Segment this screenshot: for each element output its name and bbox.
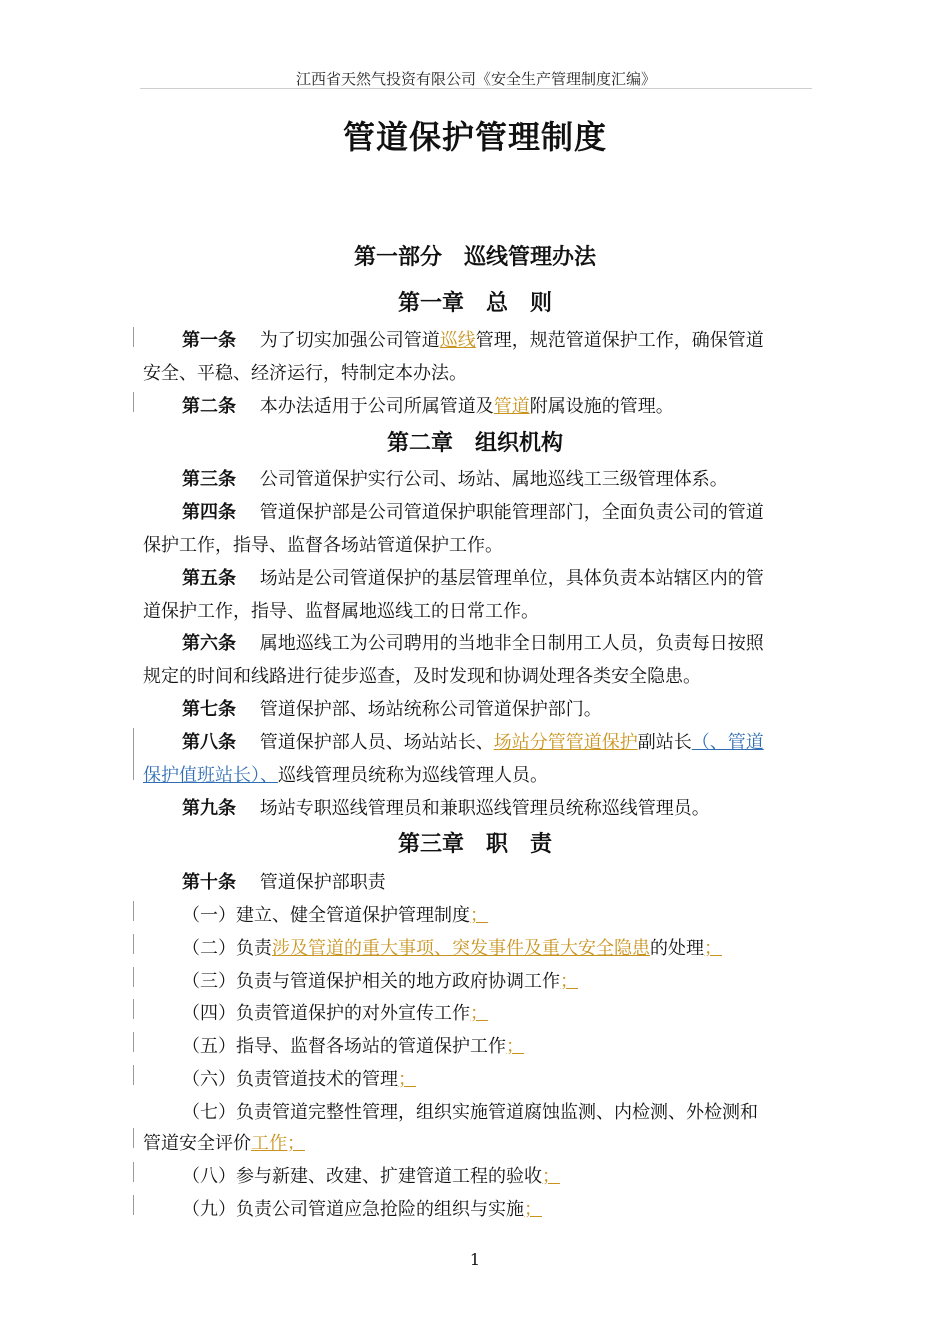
- list-item: [182, 999, 488, 1025]
- article-label: 第九条: [182, 798, 236, 819]
- article-label: 第四条: [182, 502, 236, 523]
- article-text: 副站长: [637, 732, 692, 753]
- article-text: 管道保护部是公司管道保护职能管理部门，全面负责公司的管道: [259, 502, 764, 523]
- article-9-line-1: [182, 794, 710, 820]
- revision-bar: [133, 934, 134, 954]
- revision-bar: [133, 967, 134, 987]
- article-text: 公司管道保护实行公司、场站、属地巡线工三级管理体系。: [259, 469, 728, 490]
- tracked-insertion: ；: [398, 1069, 416, 1090]
- article-8-line-1: [182, 728, 764, 754]
- revision-bar: [133, 1162, 134, 1182]
- item-text: （二）负责: [182, 938, 272, 959]
- list-item: [182, 1032, 524, 1058]
- list-item: [182, 901, 488, 927]
- article-text: 场站是公司管道保护的基层管理单位，具体负责本站辖区内的管: [259, 568, 764, 589]
- item-text: （三）负责与管道保护相关的地方政府协调工作: [182, 971, 560, 992]
- header-rule: [140, 88, 812, 89]
- chapter-3-heading: 第三章 职 责: [397, 831, 552, 857]
- article-label: 第六条: [182, 633, 236, 654]
- article-1-line-1: [182, 326, 764, 352]
- revision-bar: [133, 728, 134, 780]
- tracked-insertion: ；: [560, 971, 578, 992]
- article-text: 附属设施的管理。: [529, 396, 674, 417]
- article-6-line-2: 规定的时间和线路进行徒步巡查，及时发现和协调处理各类安全隐患。: [143, 666, 701, 687]
- list-item: [182, 1162, 560, 1188]
- item-text: （八）参与新建、改建、扩建管道工程的验收: [182, 1166, 542, 1187]
- article-7-line-1: [182, 695, 602, 721]
- article-text: 管道保护部人员、场站站长、: [259, 732, 494, 753]
- tracked-insertion: ；: [506, 1036, 524, 1057]
- item-text: （九）负责公司管道应急抢险的组织与实施: [182, 1199, 524, 1220]
- article-10-line-1: [182, 868, 386, 894]
- article-text: 为了切实加强公司管道: [259, 330, 440, 351]
- article-6-line-1: [182, 629, 764, 655]
- article-8-line-2: [143, 761, 548, 787]
- revision-bar: [133, 1195, 134, 1215]
- article-label: 第十条: [182, 872, 236, 893]
- tracked-insertion: （、管道: [691, 732, 764, 753]
- article-text: 场站专职巡线管理员和兼职巡线管理员统称巡线管理员。: [259, 798, 710, 819]
- tracked-insertion: ；: [704, 938, 722, 959]
- tracked-insertion: ；: [542, 1166, 560, 1187]
- tracked-insertion: ；: [524, 1199, 542, 1220]
- tracked-insertion: 涉及管道的重大事项、突发事件及重大安全隐患: [272, 938, 650, 959]
- article-5-line-1: [182, 564, 764, 590]
- tracked-insertion: 巡线: [439, 330, 476, 351]
- article-2-line-1: [182, 392, 674, 418]
- list-item: [182, 1065, 416, 1091]
- list-item: [182, 967, 578, 993]
- article-text: 本办法适用于公司所属管道及: [259, 396, 494, 417]
- part-title: 第一部分 巡线管理办法: [353, 244, 596, 270]
- tracked-insertion: 保护值班站长）、: [143, 765, 278, 786]
- article-3-line-1: [182, 465, 728, 491]
- revision-bar: [133, 901, 134, 921]
- article-label: 第三条: [182, 469, 236, 490]
- article-label: 第一条: [182, 330, 236, 351]
- item-text: （一）建立、健全管道保护管理制度: [182, 905, 470, 926]
- revision-bar: [133, 392, 134, 412]
- item-text: 管道安全评价: [143, 1133, 251, 1154]
- item-text: （四）负责管道保护的对外宣传工作: [182, 1003, 470, 1024]
- list-item-continuation: [143, 1129, 305, 1155]
- list-item: [182, 934, 722, 960]
- list-item: [182, 1195, 542, 1221]
- tracked-insertion: ；: [470, 1003, 488, 1024]
- item-text: 的处理: [650, 938, 704, 959]
- article-text: 管道保护部、场站统称公司管道保护部门。: [259, 699, 602, 720]
- article-text: 管理，规范管道保护工作，确保管道: [475, 330, 764, 351]
- article-label: 第七条: [182, 699, 236, 720]
- article-label: 第五条: [182, 568, 236, 589]
- page-header: 江西省天然气投资有限公司《安全生产管理制度汇编》: [295, 70, 656, 88]
- tracked-insertion: 工作；: [251, 1133, 305, 1154]
- revision-bar: [133, 327, 134, 347]
- article-label: 第二条: [182, 396, 236, 417]
- article-text: 属地巡线工为公司聘用的当地非全日制用工人员，负责每日按照: [259, 633, 764, 654]
- article-4-line-2: 保护工作，指导、监督各场站管道保护工作。: [143, 535, 503, 556]
- item-text: （六）负责管道技术的管理: [182, 1069, 398, 1090]
- item-text: （五）指导、监督各场站的管道保护工作: [182, 1036, 506, 1057]
- revision-bar: [133, 999, 134, 1019]
- article-text: 管道保护部职责: [259, 872, 386, 893]
- revision-bar: [133, 1032, 134, 1052]
- page-number: 1: [469, 1250, 481, 1269]
- chapter-2-heading: 第二章 组织机构: [386, 430, 563, 456]
- tracked-insertion: ；: [470, 905, 488, 926]
- article-5-line-2: 道保护工作，指导、监督属地巡线工的日常工作。: [143, 601, 539, 622]
- tracked-insertion: 管道: [493, 396, 530, 417]
- revision-bar: [133, 1128, 134, 1148]
- revision-bar: [133, 1065, 134, 1085]
- article-4-line-1: [182, 498, 764, 524]
- tracked-insertion: 场站分管管道保护: [493, 732, 638, 753]
- list-item: （七）负责管道完整性管理，组织实施管道腐蚀监测、内检测、外检测和: [182, 1102, 758, 1123]
- article-text: 巡线管理员统称为巡线管理人员。: [278, 765, 548, 786]
- article-label: 第八条: [182, 732, 236, 753]
- article-1-line-2: 安全、平稳、经济运行，特制定本办法。: [143, 363, 467, 384]
- document-title: 管道保护管理制度: [342, 118, 607, 156]
- chapter-1-heading: 第一章 总 则: [397, 290, 552, 316]
